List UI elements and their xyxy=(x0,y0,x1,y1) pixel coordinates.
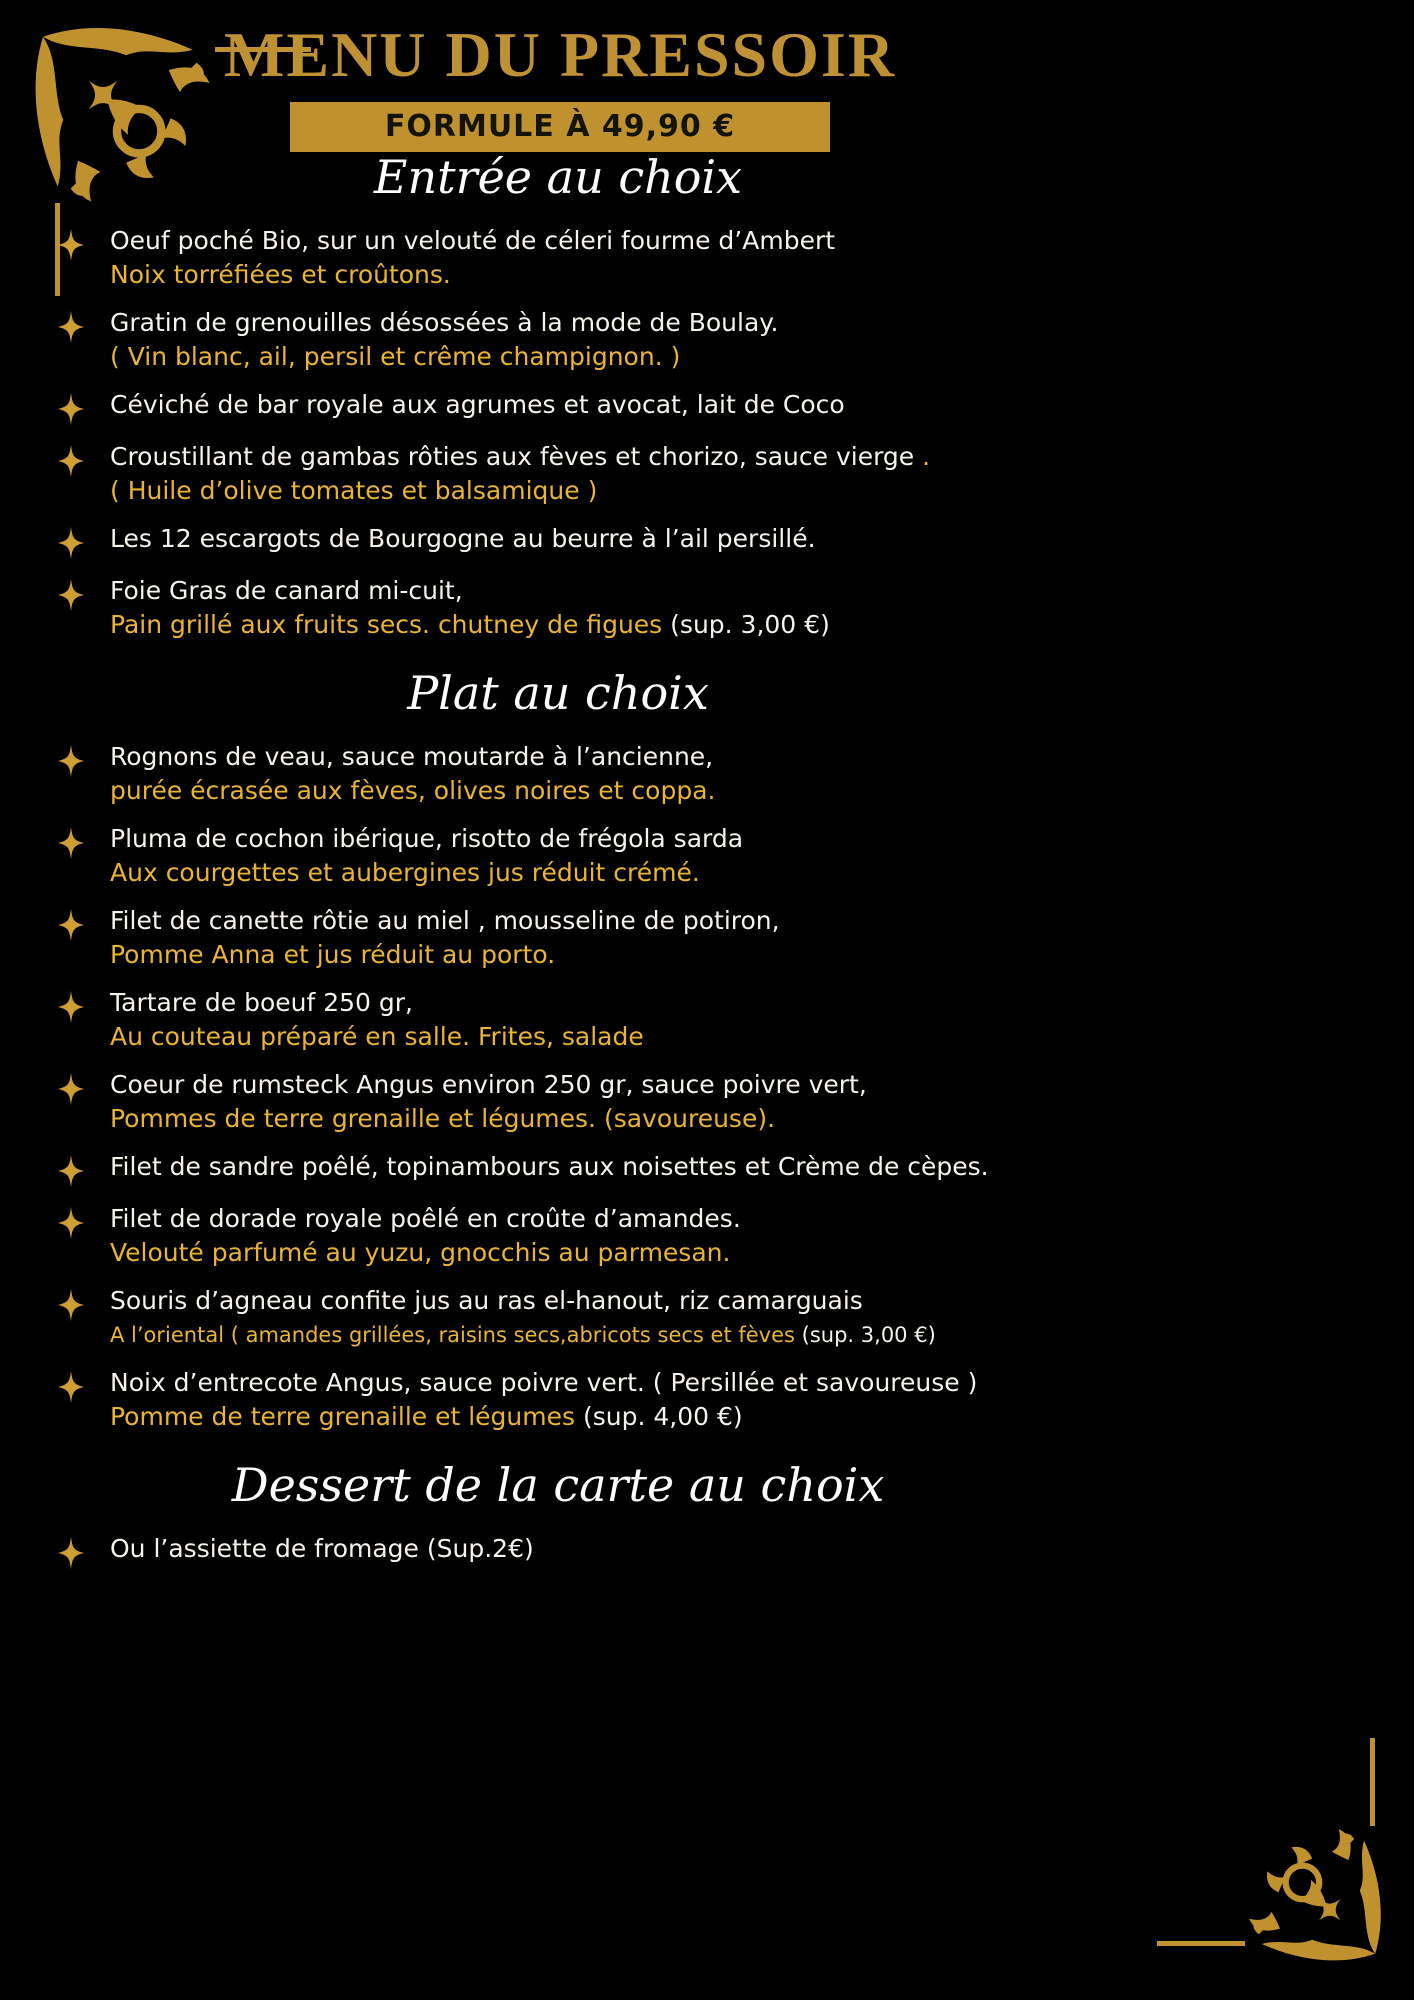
menu-section xyxy=(58,148,1058,642)
sparkle-bullet-icon xyxy=(58,1072,84,1106)
item-sub-text: ( Huile d’olive tomates et balsamique ) xyxy=(110,476,598,505)
menu-item xyxy=(58,306,1058,374)
menu-item-text xyxy=(110,522,816,556)
menu-header xyxy=(0,18,1120,152)
item-main-text: Coeur de rumsteck Angus environ 250 gr, sauce poivre vert, xyxy=(110,1070,867,1099)
menu-item-text xyxy=(110,306,778,374)
sparkle-bullet-icon xyxy=(58,526,84,560)
item-main-text: Pluma de cochon ibérique, risotto de frégola sarda xyxy=(110,824,744,853)
menu-section xyxy=(58,1456,1058,1570)
menu-item-text xyxy=(110,224,835,292)
menu-item-text xyxy=(110,1150,989,1184)
sparkle-bullet-icon xyxy=(58,1536,84,1570)
menu-item xyxy=(58,822,1058,890)
item-sub-text: Pomme Anna et jus réduit au porto. xyxy=(110,940,556,969)
sparkle-bullet-icon xyxy=(58,826,84,860)
item-sub-text: Velouté parfumé au yuzu, gnocchis au parmesan. xyxy=(110,1238,731,1267)
item-main-text: Céviché de bar royale aux agrumes et avocat, lait de Coco xyxy=(110,390,845,419)
item-main-text: Filet de canette rôtie au miel , mousseline de potiron, xyxy=(110,906,780,935)
menu-item-text xyxy=(110,574,830,642)
menu-item-text xyxy=(110,904,780,972)
menu-item-text xyxy=(110,440,930,508)
section-heading: Plat au choix xyxy=(407,666,709,720)
item-main-text: Filet de dorade royale poêlé en croûte d’amandes. xyxy=(110,1204,741,1233)
menu-item-text xyxy=(110,388,845,422)
menu-item-text xyxy=(110,986,644,1054)
menu-item-text xyxy=(110,1284,936,1352)
sparkle-bullet-icon xyxy=(58,744,84,778)
item-main-text: Tartare de boeuf 250 gr, xyxy=(110,988,414,1017)
item-main-text: Les 12 escargots de Bourgogne au beurre à l’ail persillé. xyxy=(110,524,816,553)
menu-item xyxy=(58,388,1058,426)
page-title: MENU DU PRESSOIR xyxy=(223,19,897,90)
corner-flourish-bottom-right-icon xyxy=(1245,1825,1385,1965)
sparkle-bullet-icon xyxy=(58,578,84,612)
menu-item xyxy=(58,1068,1058,1136)
item-main-text: Souris d’agneau confite jus au ras el-hanout, riz camarguais xyxy=(110,1286,863,1315)
item-main-text: Oeuf poché Bio, sur un velouté de céleri fourme d’Ambert xyxy=(110,226,836,255)
gold-line-right xyxy=(1370,1738,1375,1826)
menu-item-text xyxy=(110,1366,977,1434)
item-main-text: Ou l’assiette de fromage (Sup.2€) xyxy=(110,1534,534,1563)
menu-item-text xyxy=(110,1068,867,1136)
item-main-gold-suffix: . xyxy=(914,442,931,471)
sparkle-bullet-icon xyxy=(58,444,84,478)
sparkle-bullet-icon xyxy=(58,1154,84,1188)
menu-item xyxy=(58,1366,1058,1434)
menu-item xyxy=(58,904,1058,972)
item-sub-text: purée écrasée aux fèves, olives noires et coppa. xyxy=(110,776,716,805)
menu-item-text xyxy=(110,1202,741,1270)
menu-item xyxy=(58,440,1058,508)
menu-item-text xyxy=(110,740,715,808)
menu-item xyxy=(58,1284,1058,1352)
sparkle-bullet-icon xyxy=(58,228,84,262)
menu-item xyxy=(58,1202,1058,1270)
menu-item xyxy=(58,740,1058,808)
item-sub-text: Au couteau préparé en salle. Frites, salade xyxy=(110,1022,644,1051)
item-main-text: Croustillant de gambas rôties aux fèves et chorizo, sauce vierge . xyxy=(110,442,931,471)
menu-item-text xyxy=(110,1532,534,1566)
menu-sections xyxy=(58,148,1058,1584)
item-sub-text: Pomme de terre grenaille et légumes (sup. 4,00 €) xyxy=(110,1402,743,1431)
item-sub-text: Pommes de terre grenaille et légumes. (savoureuse). xyxy=(110,1104,776,1133)
section-heading: Dessert de la carte au choix xyxy=(231,1458,885,1512)
item-main-text: Rognons de veau, sauce moutarde à l’ancienne, xyxy=(110,742,714,771)
menu-item xyxy=(58,986,1058,1054)
item-sup-price: (sup. 4,00 €) xyxy=(575,1402,743,1431)
menu-item xyxy=(58,1532,1058,1570)
menu-item xyxy=(58,224,1058,292)
sparkle-bullet-icon xyxy=(58,310,84,344)
item-sup-price: (sup. 3,00 €) xyxy=(662,610,830,639)
sparkle-bullet-icon xyxy=(58,1206,84,1240)
item-main-text: Foie Gras de canard mi-cuit, xyxy=(110,576,463,605)
item-sub-text: ( Vin blanc, ail, persil et crême champignon. ) xyxy=(110,342,681,371)
menu-section xyxy=(58,664,1058,1434)
menu-item xyxy=(58,574,1058,642)
item-sub-text: Pain grillé aux fruits secs. chutney de figues (sup. 3,00 €) xyxy=(110,610,830,639)
menu-item-text xyxy=(110,822,743,890)
sparkle-bullet-icon xyxy=(58,908,84,942)
formula-banner: FORMULE À 49,90 € xyxy=(290,102,830,152)
item-main-text: Gratin de grenouilles désossées à la mode de Boulay. xyxy=(110,308,779,337)
item-main-text: Noix d’entrecote Angus, sauce poivre vert. ( Persillée et savoureuse ) xyxy=(110,1368,978,1397)
sparkle-bullet-icon xyxy=(58,1370,84,1404)
sparkle-bullet-icon xyxy=(58,1288,84,1322)
item-sub-text: Noix torréfiées et croûtons. xyxy=(110,260,451,289)
item-main-text: Filet de sandre poêlé, topinambours aux noisettes et Crème de cèpes. xyxy=(110,1152,989,1181)
menu-item xyxy=(58,522,1058,560)
sparkle-bullet-icon xyxy=(58,392,84,426)
section-heading: Entrée au choix xyxy=(373,150,743,204)
sparkle-bullet-icon xyxy=(58,990,84,1024)
menu-item xyxy=(58,1150,1058,1188)
item-sub-text: Aux courgettes et aubergines jus réduit crémé. xyxy=(110,858,700,887)
item-sub-text: A l’oriental ( amandes grillées, raisins secs,abricots secs et fèves (sup. 3,00 €) xyxy=(110,1323,936,1347)
item-sup-price: (sup. 3,00 €) xyxy=(794,1323,936,1347)
gold-line-bottom xyxy=(1157,1941,1245,1946)
